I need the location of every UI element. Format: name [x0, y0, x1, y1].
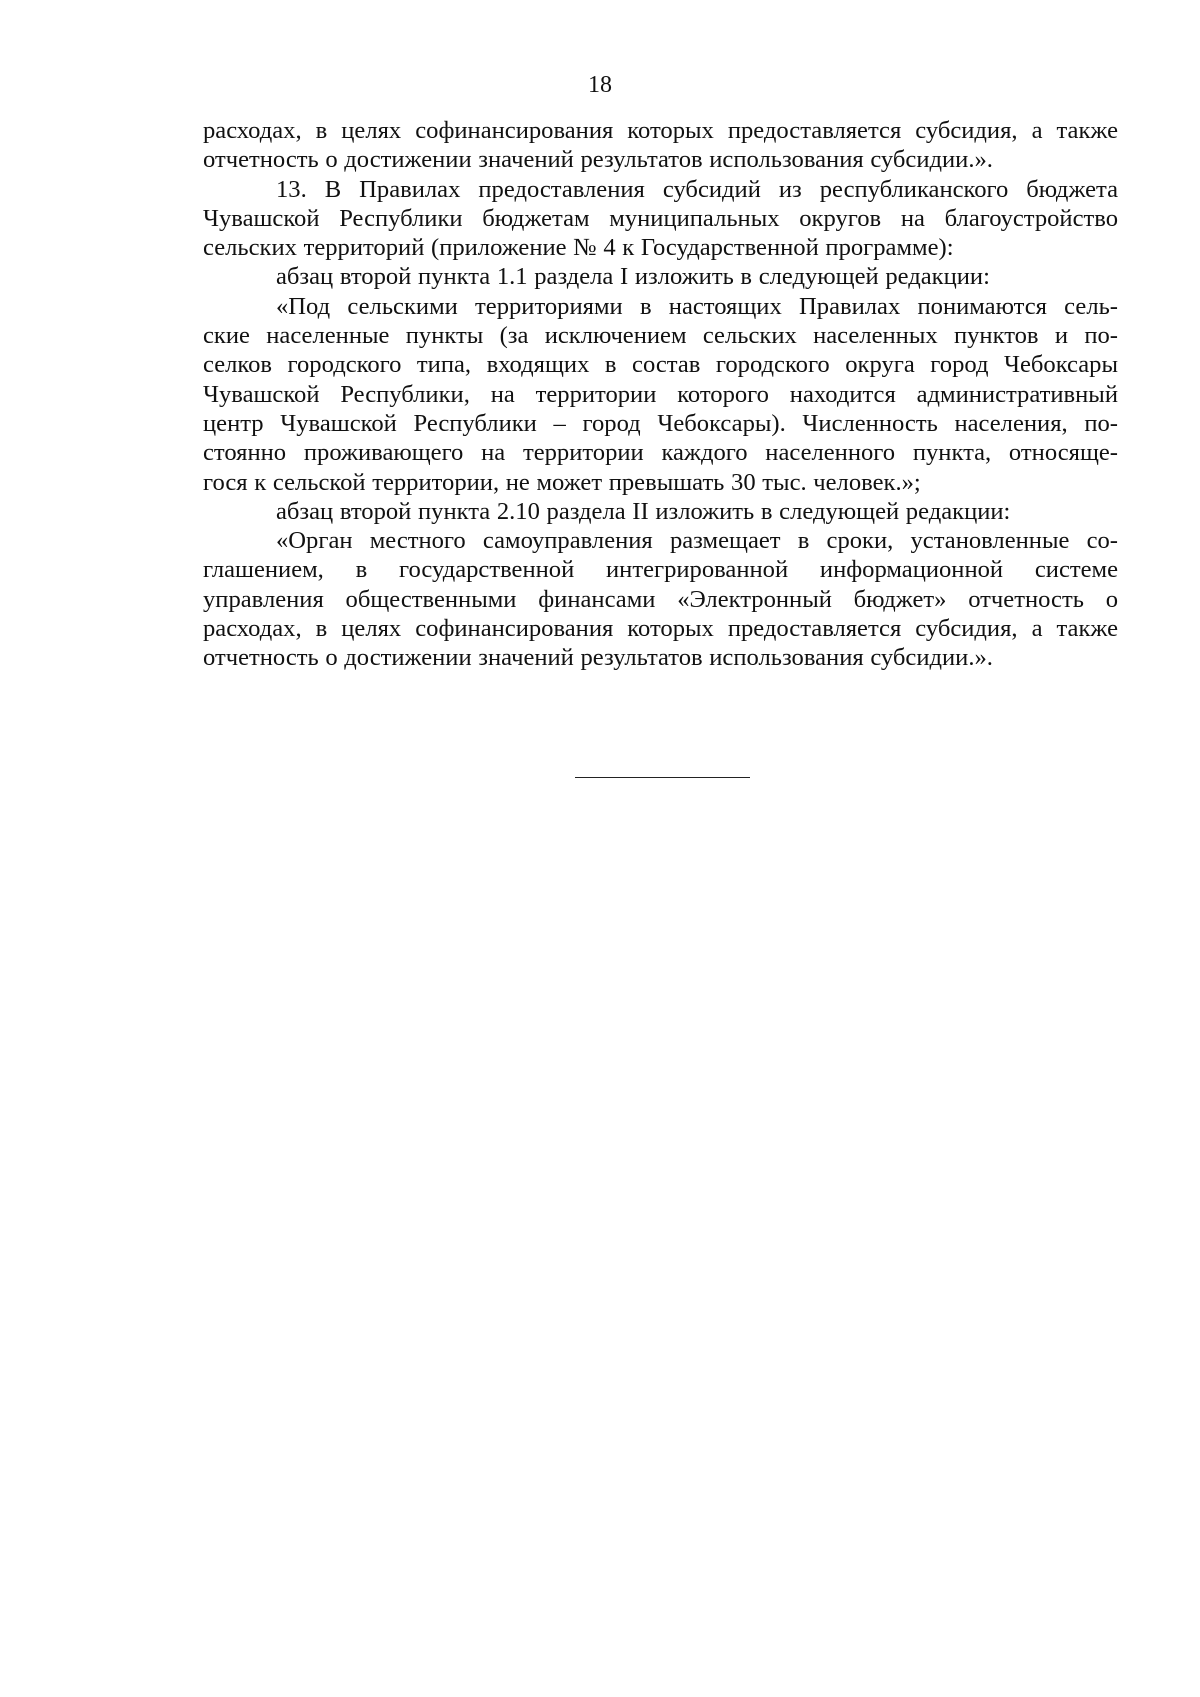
- text-line: Чувашской Республики, на территории которого находится административный: [203, 380, 1118, 408]
- text-line: гося к сельской территории, не может превышать 30 тыс. человек.»;: [203, 468, 921, 496]
- text-line: отчетность о достижении значений результатов использования субсидии.».: [203, 146, 993, 174]
- text-line: расходах, в целях софинансирования которых предоставляется субсидия, а также: [203, 615, 1118, 643]
- text-line: Чувашской Республики бюджетам муниципальных округов на благоустройство: [203, 204, 1118, 232]
- text-line: расходах, в целях софинансирования которых предоставляется субсидия, а также: [203, 117, 1118, 144]
- paragraph-amendment-2-10: [203, 497, 1118, 526]
- text-line: «Под сельскими территориями в настоящих Правилах понимаются сель-: [276, 292, 1118, 320]
- text-line: глашением, в государственной интегрированной информационной системе: [203, 556, 1118, 584]
- paragraph-item-13: [203, 175, 1118, 263]
- paragraph-quote-reporting: [203, 526, 1118, 672]
- text-line: 13. В Правилах предоставления субсидий из республиканского бюджета: [276, 175, 1118, 203]
- text-line: управления общественными финансами «Электронный бюджет» отчетность о: [203, 585, 1118, 613]
- paragraph-continuation: [203, 116, 1118, 175]
- document-body: [203, 116, 1118, 673]
- text-line: «Орган местного самоуправления размещает в сроки, установленные со-: [276, 527, 1118, 555]
- paragraph-quote-rural-territories: [203, 292, 1118, 497]
- text-line: абзац второй пункта 2.10 раздела II изложить в следующей редакции:: [276, 497, 1011, 525]
- text-line: центр Чувашской Республики – город Чебоксары). Численность населения, по-: [203, 409, 1118, 437]
- paragraph-amendment-1-1: [203, 262, 1118, 291]
- text-line: абзац второй пункта 1.1 раздела I изложить в следующей редакции:: [276, 263, 990, 291]
- text-line: сельских территорий (приложение № 4 к Государственной программе):: [203, 234, 954, 262]
- page-number: 18: [588, 72, 612, 98]
- end-of-document-rule: [575, 777, 750, 778]
- text-line: отчетность о достижении значений результатов использования субсидии.».: [203, 644, 993, 672]
- text-line: стоянно проживающего на территории каждого населенного пункта, относяще-: [203, 439, 1118, 467]
- text-line: селков городского типа, входящих в состав городского округа город Чебоксары: [203, 351, 1118, 379]
- text-line: ские населенные пункты (за исключением сельских населенных пунктов и по-: [203, 322, 1118, 350]
